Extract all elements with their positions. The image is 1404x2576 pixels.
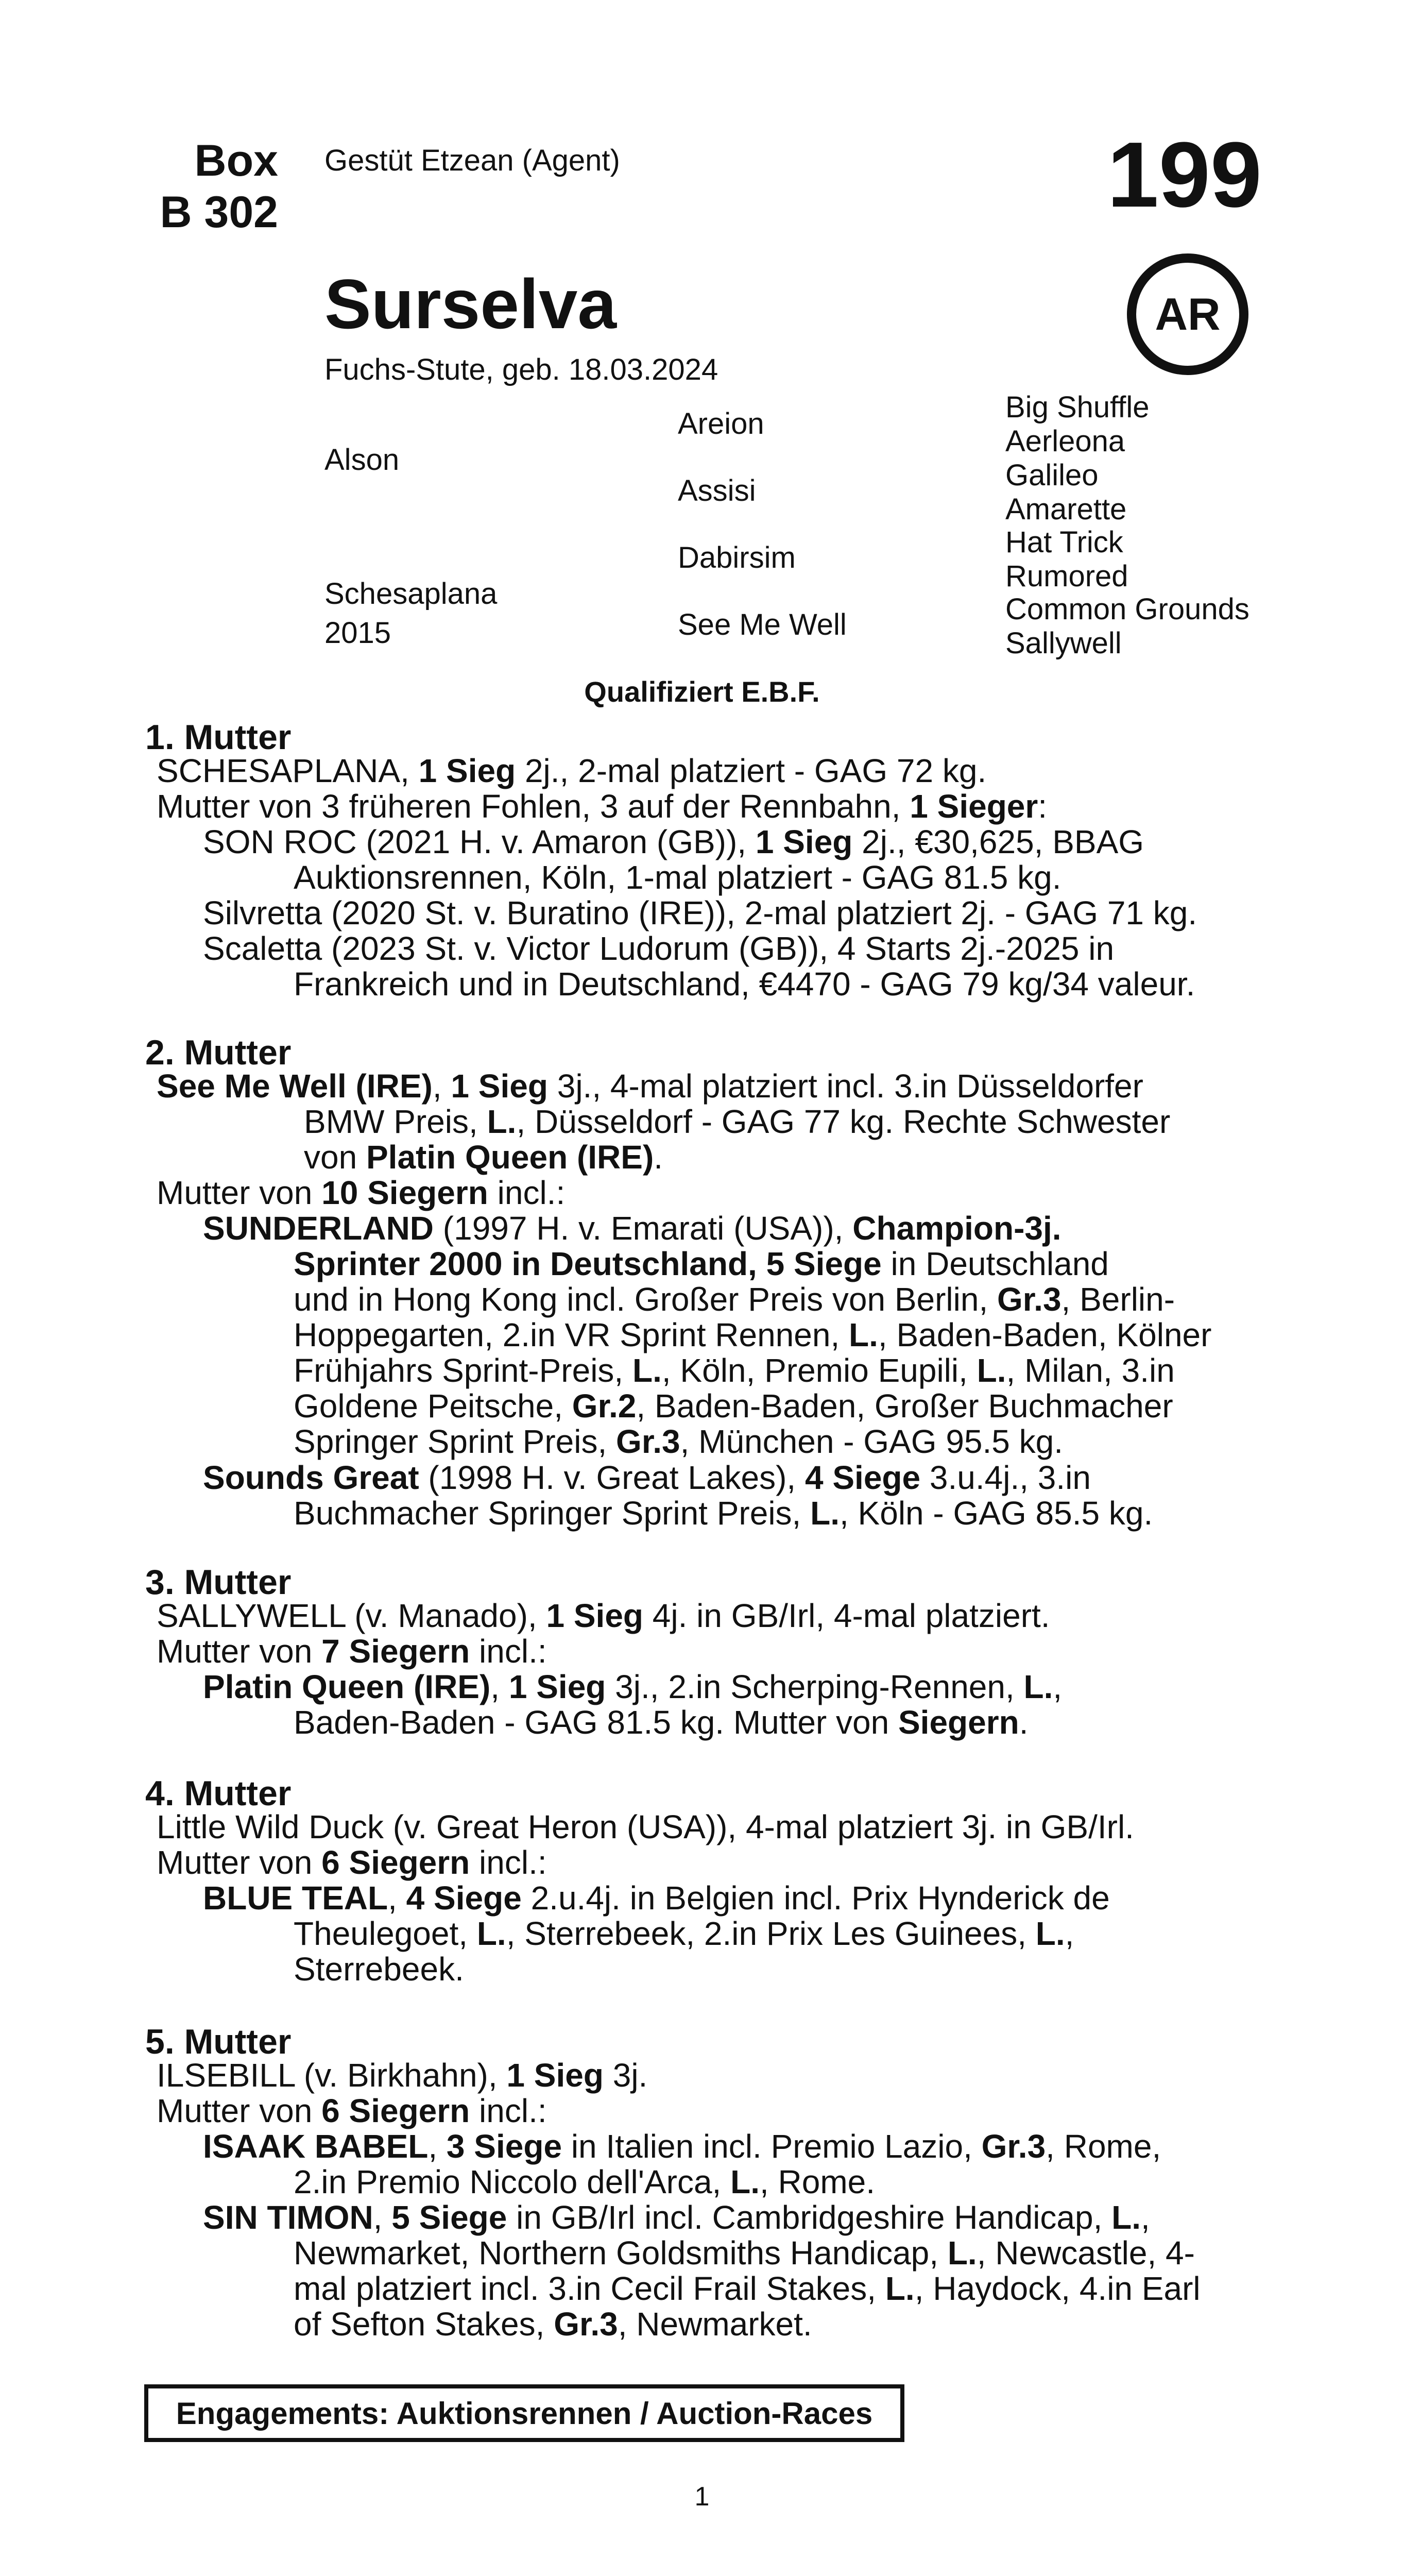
- m2-text: , Köln - GAG 85.5 kg.: [839, 1495, 1153, 1532]
- pedigree-dam: Schesaplana: [324, 577, 498, 611]
- m5-o1-cont: [203, 2164, 1264, 2200]
- m5-bold: Gr.3: [554, 2306, 618, 2343]
- m5-line-1: [157, 2058, 1264, 2093]
- m4-offspring-1: [203, 1880, 1264, 1987]
- m5-text: mal platziert incl. 3.in Cecil Frail Stakes,: [294, 2270, 885, 2307]
- m2-bold: See Me Well (IRE): [157, 1067, 433, 1105]
- m2-text: 3j., 4-mal platziert incl. 3.in Düsseldorfer: [547, 1067, 1143, 1105]
- m2-text: in Deutschland: [881, 1245, 1109, 1282]
- pedigree-dam-dam: See Me Well: [678, 608, 847, 641]
- m2-o1-cont3: [203, 1317, 1264, 1353]
- m2-o1-cont2: [203, 1282, 1264, 1317]
- ar-badge-icon: [1127, 253, 1248, 375]
- m5-bold: ISAAK BABEL: [203, 2128, 429, 2165]
- m5-text: , Rome.: [759, 2163, 876, 2200]
- m4-o1-cont2: Sterrebeek.: [294, 1951, 464, 1988]
- m1-bold: 1 Sieger: [910, 788, 1038, 825]
- m5-text: of Sefton Stakes,: [294, 2306, 554, 2343]
- m5-text: 3j.: [603, 2057, 648, 2094]
- lot-number: 199: [1107, 123, 1262, 227]
- m2-text: von: [304, 1139, 366, 1176]
- m4-bold: 4 Siege: [406, 1879, 522, 1917]
- m3-bold: 7 Siegern: [321, 1633, 470, 1670]
- m5-o2-cont2: [203, 2271, 1264, 2307]
- m1-text: Silvretta (2020 St. v. Buratino (IRE)), 2-mal platziert 2j. - GAG 71 kg.: [203, 894, 1197, 931]
- m2-line-2: [157, 1175, 1264, 1211]
- pedigree-gen3-3: Galileo: [1005, 459, 1099, 492]
- horse-name: Surselva: [324, 265, 617, 343]
- m3-o1-cont: [203, 1705, 1264, 1740]
- m2-text: , Baden-Baden, Kölner: [878, 1316, 1212, 1353]
- pedigree-gen3-8: Sallywell: [1005, 626, 1122, 660]
- m4-text: incl.:: [470, 1844, 547, 1881]
- m5-text: ,: [1141, 2199, 1150, 2236]
- m3-text: incl.:: [470, 1633, 547, 1670]
- m4-text: 2.u.4j. in Belgien incl. Prix Hynderick de: [521, 1879, 1110, 1917]
- m2-text: Springer Sprint Preis,: [294, 1423, 617, 1460]
- m2-text: Frühjahrs Sprint-Preis,: [294, 1352, 632, 1389]
- m2-bold: L.: [487, 1103, 517, 1140]
- m2-line-1-cont2: [157, 1140, 1264, 1175]
- m1-line-1: [157, 753, 1264, 789]
- m2-bold: L.: [810, 1495, 840, 1532]
- m1-line-2: [157, 789, 1264, 824]
- m2-bold: Sprinter 2000 in Deutschland, 5 Siege: [294, 1245, 882, 1282]
- m5-bold: L.: [730, 2163, 760, 2200]
- m2-o1-cont4: [203, 1353, 1264, 1388]
- m2-bold: SUNDERLAND: [203, 1210, 434, 1247]
- box-label: [144, 135, 278, 238]
- m5-text: ,: [428, 2128, 447, 2165]
- m2-bold: Gr.2: [572, 1387, 637, 1425]
- m2-bold: 10 Siegern: [321, 1174, 488, 1211]
- m3-line-2: [157, 1634, 1264, 1669]
- m5-text: incl.:: [470, 2092, 547, 2129]
- m2-text: ,: [432, 1067, 451, 1105]
- m4-bold: L.: [1035, 1915, 1065, 1952]
- m2-text: , Milan, 3.in: [1006, 1352, 1175, 1389]
- section-heading-5: 5. Mutter: [145, 2022, 292, 2061]
- m3-text: ,: [490, 1668, 509, 1705]
- m2-text: , Köln, Premio Eupili,: [661, 1352, 977, 1389]
- m1-offspring-3: [203, 931, 1264, 1002]
- m5-text: Newmarket, Northern Goldsmiths Handicap,: [294, 2234, 948, 2272]
- pedigree-gen3-1: Big Shuffle: [1005, 391, 1150, 424]
- m4-text: Theulegoet,: [294, 1915, 477, 1952]
- m2-bold: L.: [849, 1316, 878, 1353]
- m2-text: (1998 H. v. Great Lakes),: [419, 1459, 805, 1496]
- m2-bold: Platin Queen (IRE): [366, 1139, 654, 1176]
- m2-text: , Berlin-: [1061, 1281, 1175, 1318]
- m3-bold: 1 Sieg: [508, 1668, 606, 1705]
- m4-bold: BLUE TEAL: [203, 1879, 388, 1917]
- m4-text: , Sterrebeek, 2.in Prix Les Guinees,: [506, 1915, 1036, 1952]
- m1-offspring-1: [203, 824, 1264, 895]
- m5-bold: 5 Siege: [391, 2199, 507, 2236]
- pedigree-sire-dam: Assisi: [678, 474, 756, 507]
- m2-text: Hoppegarten, 2.in VR Sprint Rennen,: [294, 1316, 849, 1353]
- pedigree-gen3-4: Amarette: [1005, 493, 1127, 526]
- m2-text: Mutter von: [157, 1174, 322, 1211]
- m5-bold: Gr.3: [981, 2128, 1046, 2165]
- m2-text: , München - GAG 95.5 kg.: [680, 1423, 1064, 1460]
- m4-text: ,: [1065, 1915, 1074, 1952]
- section-heading-4: 4. Mutter: [145, 1774, 292, 1813]
- m2-bold: 1 Sieg: [451, 1067, 548, 1105]
- m3-line-1: [157, 1598, 1264, 1634]
- m5-text: ,: [373, 2199, 392, 2236]
- m5-bold: 3 Siege: [446, 2128, 562, 2165]
- m5-text: in GB/Irl incl. Cambridgeshire Handicap,: [507, 2199, 1112, 2236]
- m1-text: :: [1038, 788, 1048, 825]
- pedigree-gen3-6: Rumored: [1005, 560, 1128, 593]
- m1-text: SON ROC (2021 H. v. Amaron (GB)),: [203, 823, 756, 860]
- m3-bold: Platin Queen (IRE): [203, 1668, 491, 1705]
- m5-text: , Newmarket.: [618, 2306, 812, 2343]
- m3-offspring-1: [203, 1669, 1264, 1740]
- m5-offspring-1: [203, 2129, 1264, 2200]
- m2-text: BMW Preis,: [304, 1103, 487, 1140]
- ar-badge-text: AR: [1155, 289, 1221, 340]
- m4-line-2: [157, 1845, 1264, 1880]
- m5-line-2: [157, 2093, 1264, 2129]
- engagements-text: Engagements: Auktionsrennen / Auction-Races: [176, 2396, 873, 2431]
- m3-bold: L.: [1023, 1668, 1053, 1705]
- pedigree-gen3-7: Common Grounds: [1005, 592, 1249, 626]
- agent-name: Gestüt Etzean (Agent): [324, 144, 620, 177]
- m5-bold: L.: [1111, 2199, 1141, 2236]
- m1-cont: Frankreich und in Deutschland, €4470 - GAG 79 kg/34 valeur.: [294, 965, 1195, 1003]
- pedigree-gen3-5: Hat Trick: [1005, 526, 1123, 559]
- m4-o1-cont1: [203, 1916, 1264, 1952]
- m5-o2-cont3: [203, 2307, 1264, 2342]
- m2-o1-cont1: [203, 1246, 1264, 1282]
- m1-bold: 1 Sieg: [755, 823, 853, 860]
- pedigree-sire: Alson: [324, 443, 400, 477]
- m5-text: , Haydock, 4.in Earl: [914, 2270, 1201, 2307]
- m2-text: .: [654, 1139, 663, 1176]
- m1-text: 2j., €30,625, BBAG: [852, 823, 1144, 860]
- m5-text: , Rome,: [1046, 2128, 1161, 2165]
- horse-description: Fuchs-Stute, geb. 18.03.2024: [324, 353, 718, 386]
- m2-o1-cont6: [203, 1424, 1264, 1460]
- m3-text: .: [1019, 1704, 1029, 1741]
- m5-text: , Newcastle, 4-: [977, 2234, 1195, 2272]
- m5-text: Mutter von: [157, 2092, 322, 2129]
- m3-text: 4j. in GB/Irl, 4-mal platziert.: [643, 1597, 1050, 1634]
- m3-text: Baden-Baden - GAG 81.5 kg. Mutter von: [294, 1704, 898, 1741]
- m2-bold: L.: [632, 1352, 662, 1389]
- section-heading-2: 2. Mutter: [145, 1033, 292, 1072]
- m3-text: 3j., 2.in Scherping-Rennen,: [606, 1668, 1024, 1705]
- m2-bold: L.: [977, 1352, 1006, 1389]
- m2-bold: Gr.3: [616, 1423, 680, 1460]
- m2-text: , Düsseldorf - GAG 77 kg. Rechte Schwester: [516, 1103, 1171, 1140]
- m4-text: Mutter von: [157, 1844, 322, 1881]
- m3-text: SALLYWELL (v. Manado),: [157, 1597, 546, 1634]
- m4-text: ,: [388, 1879, 406, 1917]
- m3-bold: 1 Sieg: [546, 1597, 643, 1634]
- section-heading-3: 3. Mutter: [145, 1563, 292, 1602]
- m1-text: Mutter von 3 früheren Fohlen, 3 auf der Rennbahn,: [157, 788, 910, 825]
- pedigree-sire-sire: Areion: [678, 407, 764, 440]
- m3-text: Mutter von: [157, 1633, 322, 1670]
- m4-bold: L.: [476, 1915, 506, 1952]
- m5-bold: 1 Sieg: [506, 2057, 604, 2094]
- m5-bold: L.: [885, 2270, 915, 2307]
- m5-offspring-2: [203, 2200, 1264, 2342]
- m2-offspring-1: [203, 1211, 1264, 1460]
- m2-text: Goldene Peitsche,: [294, 1387, 572, 1425]
- m2-text: 3.u.4j., 3.in: [920, 1459, 1091, 1496]
- m2-bold: Champion-3j.: [852, 1210, 1061, 1247]
- m2-text: , Baden-Baden, Großer Buchmacher: [636, 1387, 1173, 1425]
- m2-o1-cont5: [203, 1388, 1264, 1424]
- m5-text: ILSEBILL (v. Birkhahn),: [157, 2057, 507, 2094]
- m2-text: und in Hong Kong incl. Großer Preis von Berlin,: [294, 1281, 997, 1318]
- pedigree-dam-sire: Dabirsim: [678, 541, 796, 574]
- m2-bold: Gr.3: [997, 1281, 1061, 1318]
- box-line1: Box: [194, 136, 278, 185]
- m1-text: SCHESAPLANA,: [157, 752, 419, 789]
- m1-text: 2j., 2-mal platziert - GAG 72 kg.: [516, 752, 987, 789]
- m5-bold: SIN TIMON: [203, 2199, 373, 2236]
- m5-text: 2.in Premio Niccolo dell'Arca,: [294, 2163, 731, 2200]
- m4-text: Little Wild Duck (v. Great Heron (USA)), 4-mal platziert 3j. in GB/Irl.: [157, 1808, 1134, 1845]
- m5-text: in Italien incl. Premio Lazio,: [562, 2128, 982, 2165]
- m4-bold: 6 Siegern: [321, 1844, 470, 1881]
- m1-text: Scaletta (2023 St. v. Victor Ludorum (GB)), 4 Starts 2j.-2025 in: [203, 930, 1115, 967]
- m2-bold: 4 Siege: [804, 1459, 921, 1496]
- page-number: 1: [694, 2482, 710, 2512]
- m4-line-1: [157, 1809, 1264, 1845]
- engagements-box: [144, 2384, 904, 2442]
- qualification: Qualifiziert E.B.F.: [584, 675, 820, 708]
- m2-text: Buchmacher Springer Sprint Preis,: [294, 1495, 811, 1532]
- m5-bold: L.: [947, 2234, 977, 2272]
- section-heading-1: 1. Mutter: [145, 718, 292, 757]
- m2-line-1: [157, 1069, 1264, 1175]
- pedigree-dam-year: 2015: [324, 616, 391, 650]
- m2-offspring-2: [203, 1460, 1264, 1531]
- m2-text: (1997 H. v. Emarati (USA)),: [434, 1210, 853, 1247]
- m2-bold: Sounds Great: [203, 1459, 419, 1496]
- m5-o2-cont1: [203, 2235, 1264, 2271]
- m1-bold: 1 Sieg: [418, 752, 516, 789]
- m1-offspring-2: [203, 895, 1264, 931]
- m2-text: incl.:: [488, 1174, 566, 1211]
- m2-line-1-cont: [157, 1104, 1264, 1140]
- m2-o2-cont: [203, 1496, 1264, 1531]
- m5-bold: 6 Siegern: [321, 2092, 470, 2129]
- m1-cont: Auktionsrennen, Köln, 1-mal platziert - GAG 81.5 kg.: [294, 859, 1061, 896]
- pedigree-gen3-2: Aerleona: [1005, 425, 1125, 458]
- m3-text: ,: [1053, 1668, 1063, 1705]
- m3-bold: Siegern: [898, 1704, 1019, 1741]
- box-line2: B 302: [160, 188, 278, 237]
